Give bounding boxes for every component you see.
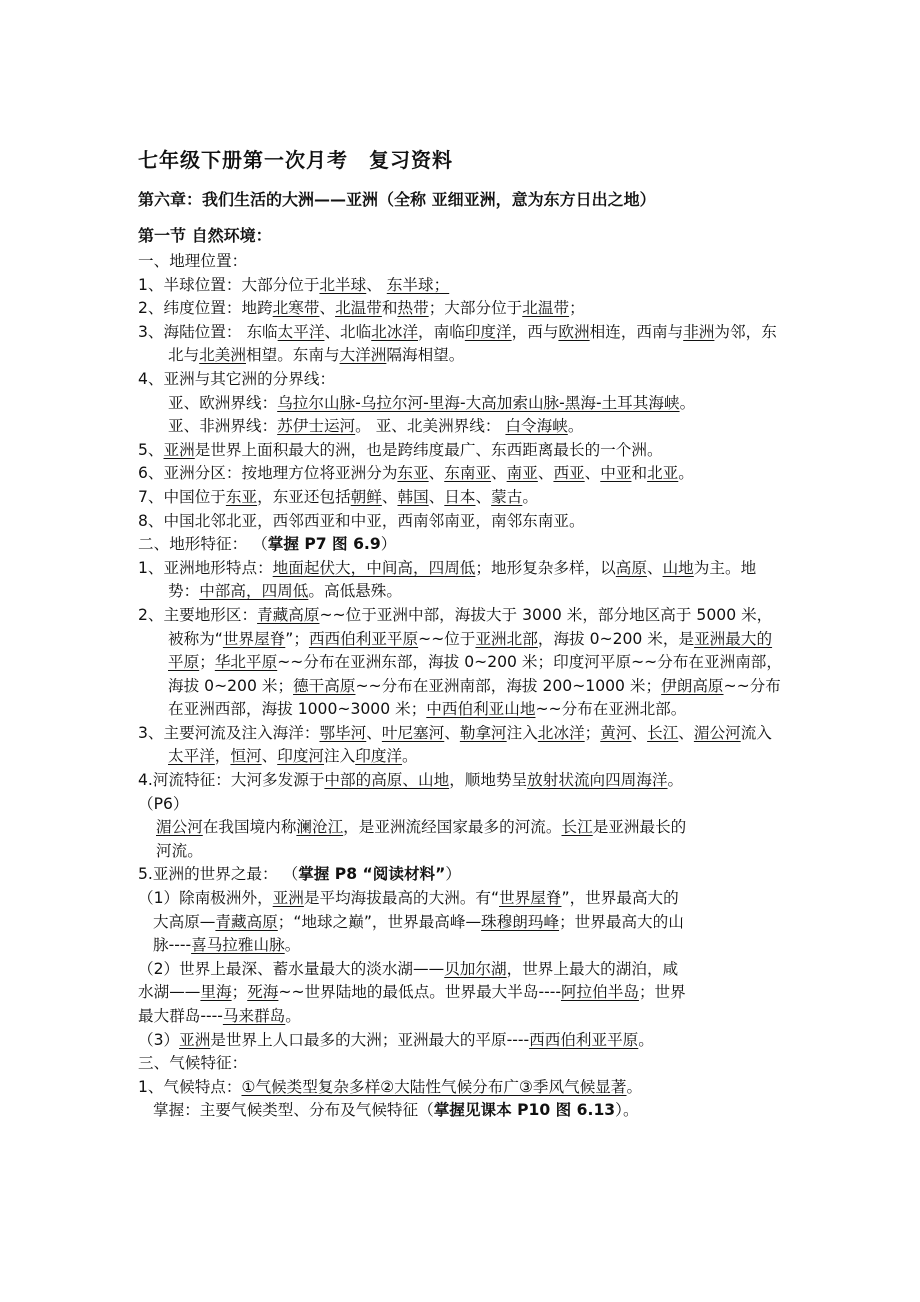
text-segment: 1、半球位置：大部分位于 [138,275,320,294]
text-segment: ~~分布在亚洲东部，海拔 0~200 米；印度河平原~~分布在亚洲南部，海拔 0~200 米； [168,653,782,695]
text-segment: 三、气候特征： [138,1054,248,1073]
underlined-term: 蒙古 [491,487,523,506]
text-segment: 亚、非洲界线： [168,417,278,436]
underlined-term: 珠穆朗玛峰 [481,912,560,931]
text-segment: 2、纬度位置：地跨 [138,299,273,318]
underlined-term: ①气候类型复杂多样②大陆性气候分布广③季风气候显著 [241,1077,627,1096]
underlined-term: 青藏高原 [215,912,278,931]
text-line [138,1099,786,1123]
text-segment: ”； [285,629,309,648]
text-segment: 是世界上人口最多的大洲；亚洲最大的平原---- [210,1030,530,1049]
underlined-term: 湄公河 [693,723,741,742]
text-segment: ，是亚洲流经国家最多的河流。 [343,818,562,837]
text-line [138,392,786,416]
text-segment: ， [214,747,231,766]
text-segment: 大高原— [153,912,216,931]
underlined-term: 热带 [397,299,429,318]
text-segment: ；大部分位于 [428,299,523,318]
text-segment: ，顺地势呈 [449,771,528,790]
body-lines [138,250,786,1123]
text-segment: ，南临 [418,322,465,341]
text-segment: 注入 [324,747,356,766]
text-line [138,274,786,298]
text-line [138,981,786,1005]
underlined-term: 中亚 [600,464,632,483]
underlined-term: 太平洋 [277,322,325,341]
text-line [138,863,786,887]
underlined-term: 地面起伏大，中间高，四周低 [272,558,476,577]
text-segment: 。 [284,936,301,955]
underlined-term: 马来群岛 [222,1007,286,1025]
text-segment: 、 [319,299,336,318]
text-segment: 河流。 [156,841,203,860]
text-segment: 、 [366,275,387,294]
underlined-term: 恒河 [230,747,262,766]
text-segment: 。 [626,1077,643,1096]
text-segment: ~~世界陆地的最低点。世界最大半岛---- [278,983,561,1002]
bold-note: 掌握见课本 P10 图 6.13 [433,1101,616,1120]
underlined-term: 北温带 [335,299,382,318]
chapter-heading: 第六章：我们生活的大洲——亚洲（全称 亚细亚洲，意为东方日出之地） [138,190,656,209]
text-segment: ）。 [615,1101,639,1120]
text-segment: 相望。东南与 [246,346,340,365]
underlined-term: 北亚 [647,464,679,483]
text-segment: ； [199,653,215,672]
underlined-term: 西亚 [553,464,585,483]
text-segment: ；世界 [638,983,686,1002]
underlined-term: 伊朗高原 [661,676,724,695]
underlined-term: 亚洲 [163,440,195,459]
text-line [138,816,786,840]
text-line [138,958,786,982]
text-segment: 掌握：主要气候类型、分布及气候特征（ [153,1101,434,1120]
text-segment: 、 [366,723,382,742]
text-segment: 。 [638,1030,654,1049]
underlined-term: 鄂毕河 [319,723,367,742]
underlined-term: 喜马拉雅山脉 [191,936,285,955]
text-segment: ，世界上最大的湖泊，咸 [506,959,679,978]
text-segment: 5.亚洲的世界之最： （ [138,865,299,884]
text-line [138,934,786,958]
underlined-term: 朝鲜 [350,487,382,506]
underlined-term: 北冰洋 [537,723,585,742]
underlined-term: 苏伊士运河 [277,417,356,436]
underlined-term: 印度河 [277,747,325,766]
text-line [138,887,786,911]
underlined-term: 东亚 [225,487,258,506]
text-segment: 为主。地势： [168,558,757,601]
underlined-term: 高原 [615,558,647,577]
underlined-term: 欧洲 [558,322,590,341]
text-segment: （1）除南极洲外， [138,889,273,908]
underlined-term: 西西伯利亚平原 [529,1030,639,1049]
text-segment: 2、主要地形区： [138,605,258,624]
underlined-term: 长江 [647,723,679,742]
underlined-term: 中部高，四周低 [199,582,309,601]
text-line [138,911,786,935]
text-segment: 。高低悬殊。 [308,582,402,601]
text-line [138,250,786,274]
text-segment: 。 [285,1007,301,1025]
text-segment: 7、中国位于 [138,487,226,506]
text-segment: （P6） [138,794,189,813]
text-line [138,1029,786,1053]
text-segment: 隔海相望。 [386,346,465,365]
underlined-term: 北温带 [522,299,570,318]
text-segment: 流入 [740,723,772,742]
text-segment: ，西与 [511,322,559,341]
text-segment: 最大群岛---- [138,1007,223,1025]
text-segment: ，海拔 0~200 米，是 [537,629,695,648]
underlined-term: 亚洲 [179,1030,211,1049]
text-segment: ~~分布在亚洲北部。 [535,700,687,719]
text-segment: 注入 [506,723,538,742]
underlined-term: 南亚 [506,464,538,483]
text-segment: 4、亚洲与其它洲的分界线： [138,369,336,388]
text-segment: 、 [491,464,507,483]
underlined-term: 中西伯利亚山地 [426,700,536,719]
underlined-term: 湄公河 [156,818,203,837]
text-segment: 。 [522,487,538,506]
text-segment: 、 [381,487,398,506]
underlined-term: 阿拉伯半岛 [560,983,639,1002]
document-body [138,146,786,1123]
underlined-term: 青藏高原 [257,605,320,624]
text-segment: 。 [679,393,696,412]
text-segment: 1、亚洲地形特点： [138,558,273,577]
text-segment: 1、气候特点： [138,1077,242,1096]
text-segment: 、 [444,723,460,742]
text-segment: 和 [631,464,648,483]
text-segment: ） [380,535,397,554]
bold-note: 掌握 P7 图 6.9 [267,535,381,554]
text-segment: 、北临 [324,322,372,341]
text-segment: 。 [678,464,694,483]
underlined-term: 亚洲 [272,889,304,908]
underlined-term: 里海 [200,983,232,1002]
text-segment: 一、地理位置： [138,252,248,270]
text-segment: 在我国境内称 [202,818,297,837]
text-segment: 和 [381,299,398,318]
text-segment: ，东亚还包括 [257,487,351,506]
underlined-term: 亚洲北部 [475,629,538,648]
text-segment: ；“地球之巅”，世界最高峰— [277,912,482,931]
text-segment: ~~位于 [418,629,476,648]
underlined-term: 亚洲最大的平原 [168,629,773,672]
text-segment: ”，世界最高大的 [561,889,679,908]
text-segment: 。 亚、北美洲界线： [355,417,506,436]
text-segment: ； [231,983,248,1002]
underlined-term: 东南亚 [444,464,492,483]
underlined-term: 中部的高原、山地 [324,771,450,790]
underlined-term: 德干高原 [293,676,356,695]
text-segment: 、 [428,464,445,483]
underlined-term: 大洋洲 [339,346,387,365]
text-segment: 、 [261,747,278,766]
text-segment: 5、 [138,440,164,459]
text-line [138,1052,786,1076]
text-line [138,462,786,486]
underlined-term: 北美洲 [199,346,246,365]
text-segment: （2）世界上最深、蓄水量最大的淡水湖—— [138,959,445,978]
text-segment: 、 [584,464,601,483]
text-segment: ~~分布在亚洲西部，海拔 1000~3000 米； [168,676,781,719]
underlined-term: 韩国 [397,487,429,506]
text-segment: ； [584,723,601,742]
text-segment: ~~位于亚洲中部，海拔大于 3000 米，部分地区高于 5000 米，被称为“ [168,605,773,648]
text-segment: 、 [678,723,694,742]
bold-note: 掌握 P8 “阅读材料” [298,865,446,884]
underlined-term: 山地 [662,558,694,577]
text-line [138,297,786,321]
underlined-term: 白令海峡 [505,417,568,436]
underlined-term: 西西伯利亚平原 [308,629,419,648]
text-segment: ） [445,865,461,884]
text-line [138,510,786,534]
underlined-term: 北半球 [319,275,367,294]
section-heading: 第一节 自然环境： [138,226,272,245]
text-segment: 是平均海拔最高的大洲。有“ [303,889,500,908]
text-segment: 脉---- [153,936,192,955]
underlined-term: 华北平原 [214,653,278,672]
underlined-term: 非洲 [683,322,715,341]
text-line [138,368,786,392]
text-line [138,439,786,463]
text-segment: 相连，西南与 [589,322,684,341]
text-segment: 3、主要河流及注入海洋： [138,723,320,742]
underlined-term: 黄河 [600,723,632,742]
document-title: 七年级下册第一次月考 复习资料 [138,148,453,172]
text-segment: 是世界上面积最大的洲，也是跨纬度最广、东西距离最长的一个洲。 [194,440,663,459]
underlined-term: 勒拿河 [459,723,507,742]
underlined-term: 太平洋 [168,747,215,766]
text-segment: 、 [537,464,554,483]
text-segment: 为邻，东北与 [168,322,777,365]
underlined-term: 乌拉尔山脉-乌拉尔河-里海-大高加索山脉-黑海-土耳其海峡 [277,393,680,412]
text-segment: 。 [667,771,684,790]
underlined-term: 放射状流向四周海洋 [527,771,668,790]
underlined-term: 长江 [561,818,593,837]
text-line [138,321,786,368]
text-segment: 8、中国北邻北亚，西邻西亚和中亚，西南邻南亚，南邻东南亚。 [138,511,585,530]
underlined-term: 世界屋脊 [222,629,286,648]
text-segment: 水湖—— [138,983,201,1002]
text-line [138,793,786,817]
text-segment: 亚、欧洲界线： [168,393,278,412]
underlined-term: 死海 [247,983,279,1002]
underlined-term: 叶尼塞河 [381,723,445,742]
underlined-term: 澜沧江 [296,818,344,837]
text-line [138,415,786,439]
text-line [138,769,786,793]
text-segment: ；世界最高大的山 [559,912,684,931]
text-segment: 是亚洲最长的 [592,818,687,837]
text-segment: 、 [646,558,663,577]
text-segment: 6、亚洲分区：按地理方位将亚洲分为 [138,464,398,483]
text-segment: 、 [631,723,648,742]
text-segment: 3、海陆位置： 东临 [138,322,278,341]
text-segment: 。 [402,747,418,766]
text-line [138,1076,786,1100]
text-segment: 、 [475,487,492,506]
underlined-term: 世界屋脊 [499,889,562,908]
underlined-term: 日本 [444,487,476,506]
text-line [138,604,786,722]
underlined-term: 印度洋 [355,747,403,766]
text-segment: ~~分布在亚洲南部，海拔 200~1000 米； [355,676,662,695]
underlined-term: 北寒带 [272,299,320,318]
text-line [138,486,786,510]
underlined-term: 贝加尔湖 [444,959,507,978]
text-segment: （3） [138,1030,180,1049]
underlined-term: 北冰洋 [371,322,419,341]
text-segment: 4.河流特征：大河多发源于 [138,771,325,790]
underlined-term: 印度洋 [464,322,512,341]
text-segment: 、 [428,487,445,506]
text-line [138,840,786,864]
text-line [138,722,786,769]
text-segment: 。 [567,417,584,436]
text-line [138,533,786,557]
text-line [138,1005,786,1029]
underlined-term: 东半球； [386,275,450,294]
underlined-term: 东亚 [397,464,429,483]
text-line [138,557,786,604]
text-segment: 二、地形特征： （ [138,535,268,554]
text-segment: ； [569,299,585,318]
text-segment: ；地形复杂多样，以 [475,558,616,577]
